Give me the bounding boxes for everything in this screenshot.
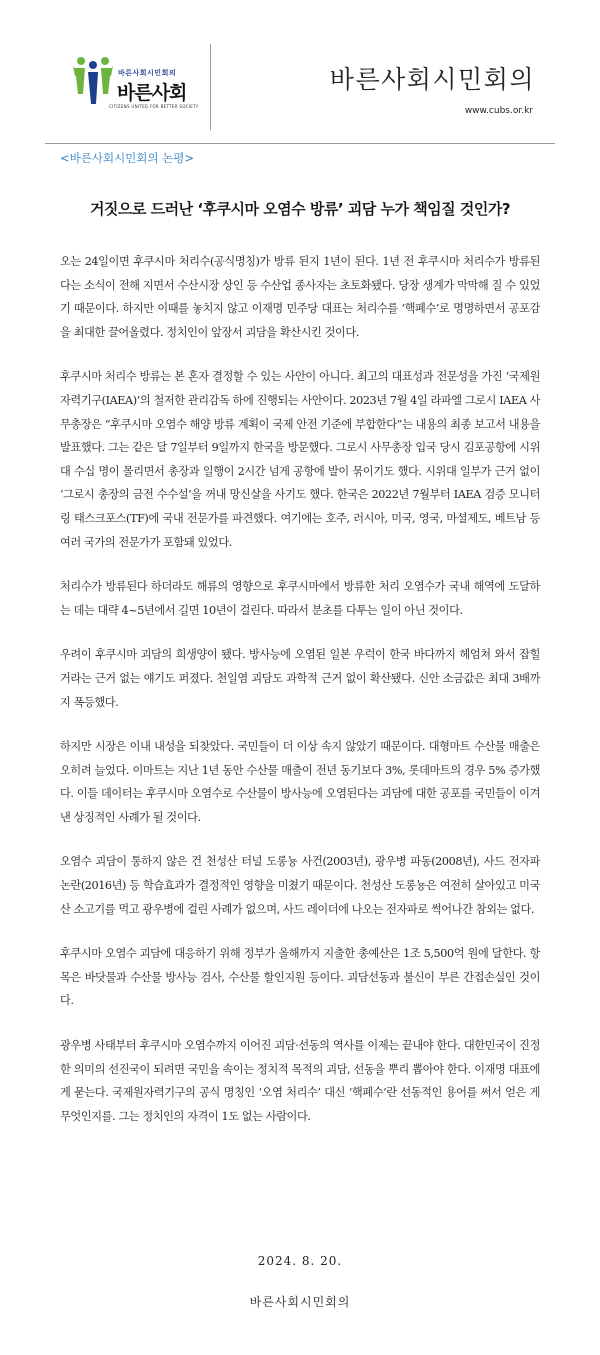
header-divider <box>210 44 211 130</box>
organization-title: 바른사회시민회의 <box>329 65 535 94</box>
paragraph: 광우병 사태부터 후쿠시마 오염수까지 이어진 괴담·선동의 역사를 이제는 끝내야 한다. 대한민국이 진정한 의미의 선진국이 되려면 국민을 속이는 정치적 목적의 괴담, 선동을 뿌리 뽑아야 한다. 이재명 대표에게 묻는다. 국제원자력기구의 공식 명칭인 ‘오염 처리수’ 대신 ‘핵폐수’란 선동적인 용어를 써서 얻은 게 무엇인지를. 그는 정치인의 자격이 1도 없는 사람이다. <box>60 1039 540 1123</box>
logo-name: 바른사회 <box>117 82 187 104</box>
paragraph: 후쿠시마 오염수 괴담에 대응하기 위해 정부가 올해까지 지출한 총예산은 1조 5,500억 원에 달한다. 항목은 바닷물과 수산물 방사능 검사, 수산물 할인지원 등이다. 괴담선동과 불신이 부른 간접손실인 것이다. <box>60 947 540 1008</box>
header-rule <box>45 143 555 144</box>
paragraph: 후쿠시마 처리수 방류는 본 혼자 결정할 수 있는 사안이 아니다. 최고의 대표성과 전문성을 가진 ‘국제원자력기구(IAEA)’의 철저한 관리감독 하에 진행되는 사안이다. 2023년 7월 4일 라파엘 그로시 IAEA 사무총장은 “후쿠시마 오염수 해양 방류 계획이 국제 안전 기준에 부합한다”는 내용의 최종 보고서 내용을 발표했다. 그는 같은 달 7일부터 9일까지 한국을 방문했다. 그로시 사무총장 입국 당시 김포공항에 시위대 수십 명이 몰리면서 총장과 일행이 2시간 넘게 공항에 발이 묶이기도 했다. 시위대 일부가 근거 없이 ‘그로시 총장의 금전 수수설’을 꺼내 망신살을 사기도 했다. 한국은 2022년 7월부터 IAEA 검증 모니터링 태스크포스(TF)에 국내 전문가를 파견했다. 여기에는 호주, 러시아, 미국, 영국, 마셜제도, 베트남 등 여러 국가의 전문가가 포함돼 있었다. <box>60 370 540 549</box>
logo-small-text: 바른사회시민회의 <box>118 69 177 77</box>
organization-url[interactable]: www.cubs.or.kr <box>464 106 533 116</box>
paragraph: 오는 24일이면 후쿠시마 처리수(공식명칭)가 방류 된지 1년이 된다. 1년 전 후쿠시마 처리수가 방류된다는 소식이 전해 지면서 수산시장 상인 등 수산업 종사자는 초토화됐다. 당장 생계가 막막해 질 수 있었기 때문이다. 하지만 이때를 놓치지 않고 이재명 민주당 대표는 처리수를 ‘핵폐수’로 명명하면서 공포감을 최대한 끌어올렸다. 정치인이 앞장서 괴담을 확산시킨 것이다. <box>60 255 540 339</box>
commentary-tag: <바른사회시민회의 논평> <box>60 151 195 165</box>
paragraph: 하지만 시장은 이내 내성을 되찾았다. 국민들이 더 이상 속지 않았기 때문이다. 대형마트 수산물 매출은 오히려 늘었다. 이마트는 지난 1년 동안 수산물 매출이 전년 동기보다 3%, 롯데마트의 경우 5% 증가했다. 이들 데이터는 후쿠시마 오염수로 수산물이 방사능에 오염된다는 괴담에 대한 공포를 국민들이 이겨낸 상징적인 사례가 될 것이다. <box>60 740 540 824</box>
people-figures-icon <box>73 54 113 112</box>
logo-english-text: CITIZENS UNITED FOR BETTER SOCIETY <box>109 104 199 109</box>
publication-date: 2024. 8. 20. <box>257 1254 343 1268</box>
page-title: 거짓으로 드러난 ‘후쿠시마 오염수 방류’ 괴담 누가 책임질 것인가? <box>89 200 511 218</box>
paragraph: 처리수가 방류된다 하더라도 해류의 영향으로 후쿠시마에서 방류한 처리 오염수가 국내 해역에 도달하는 데는 대략 4~5년에서 길면 10년이 걸린다. 따라서 분초를 다투는 일이 아닌 것이다. <box>60 580 540 617</box>
organization-logo <box>63 48 213 120</box>
paragraph: 우려이 후쿠시마 괴담의 희생양이 됐다. 방사능에 오염된 일본 우럭이 한국 바다까지 헤엄쳐 와서 잡힐 거라는 근거 없는 얘기도 퍼졌다. 천일염 괴담도 과학적 근거 없이 확산됐다. 신안 소금값은 최대 3배까지 폭등했다. <box>60 648 540 709</box>
signature: 바른사회시민회의 <box>249 1295 351 1309</box>
paragraph: 오염수 괴담이 통하지 않은 건 천성산 터널 도롱뇽 사건(2003년), 광우병 파동(2008년), 사드 전자파 논란(2016년) 등 학습효과가 결정적인 영향을 미쳤기 때문이다. 천성산 도롱뇽은 여전히 살아있고 미국산 소고기를 먹고 광우병에 걸린 사례가 없으며, 사드 레이더에 나오는 전자파로 썩어나간 참외는 없다. <box>60 855 540 916</box>
article-body <box>60 250 540 1149</box>
document-header <box>45 40 555 130</box>
